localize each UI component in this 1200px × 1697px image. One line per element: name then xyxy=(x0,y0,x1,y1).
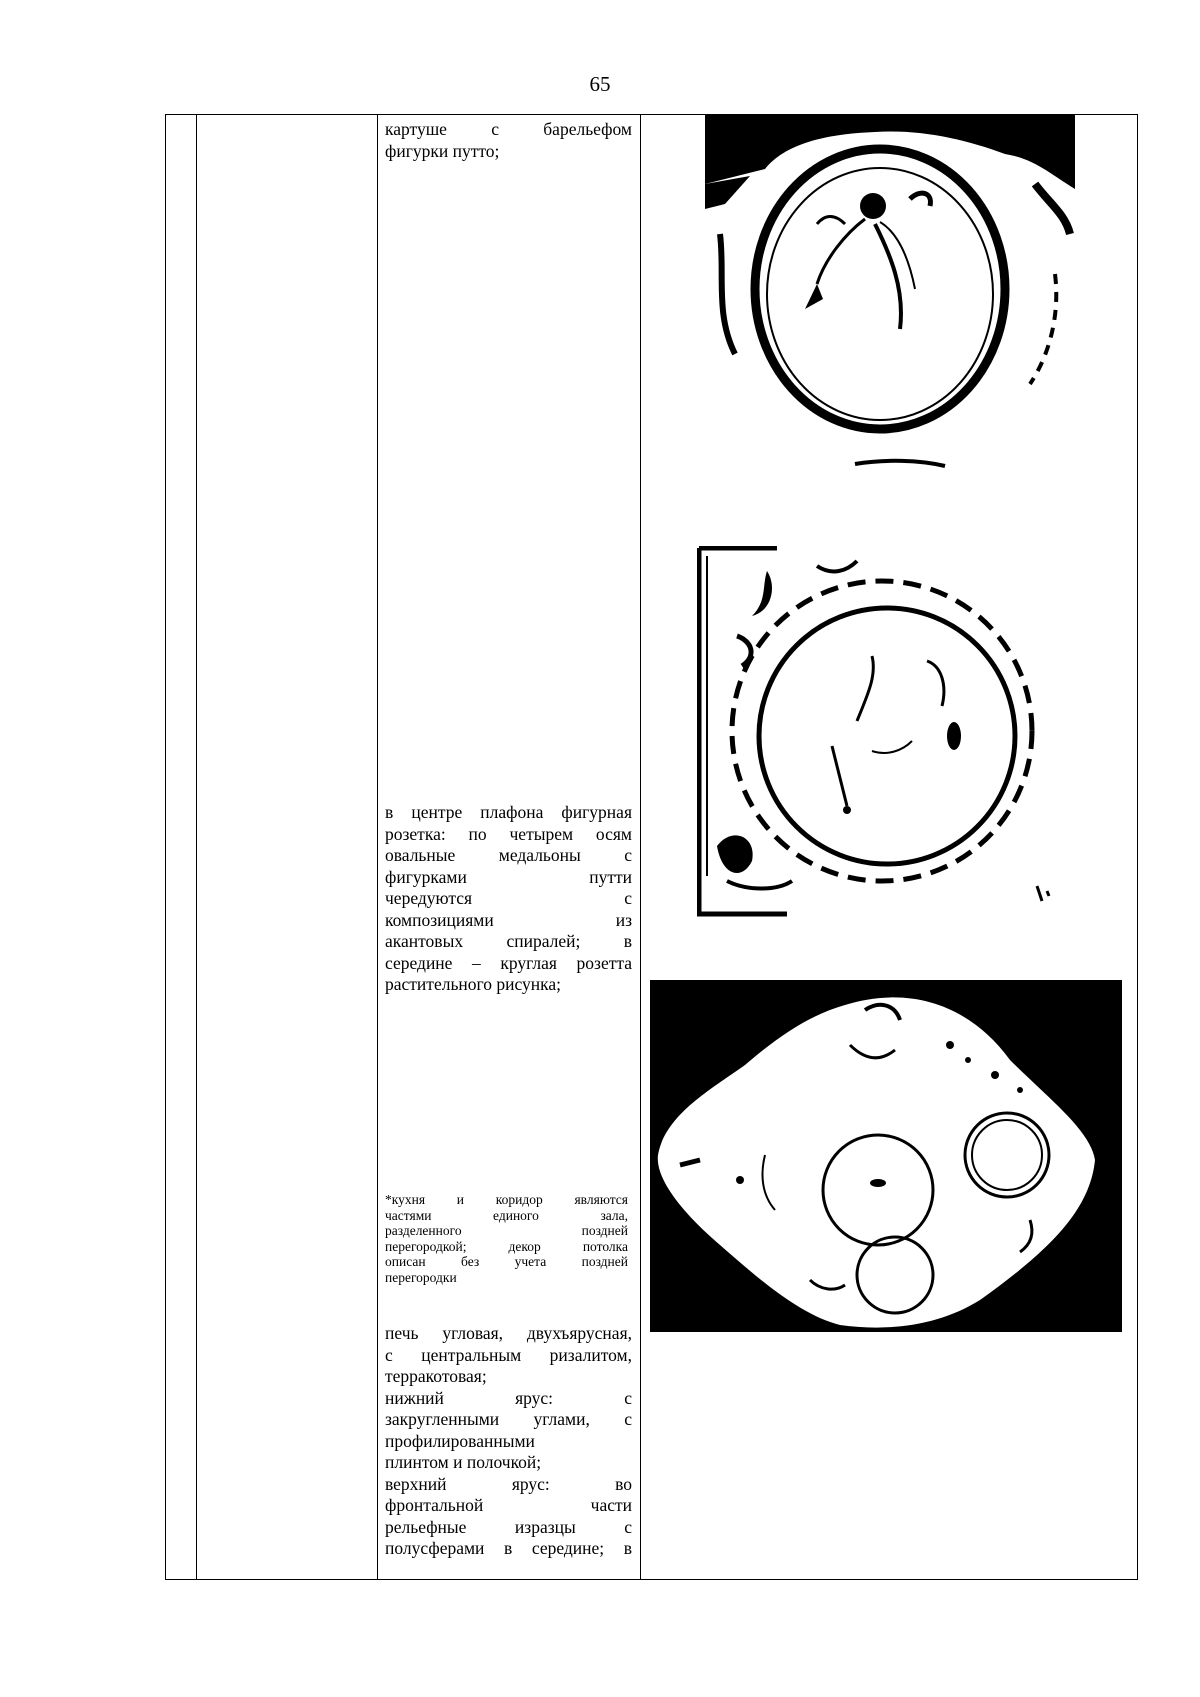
text-line: верхний ярус: во xyxy=(385,1473,632,1494)
text-line: закругленными углами, с xyxy=(385,1409,632,1429)
text-line: перегородки xyxy=(385,1269,457,1285)
text-line: розетка: по четырем осям xyxy=(385,823,632,844)
footnote-kitchen-corridor xyxy=(385,1192,628,1286)
text-line: фронтальной части xyxy=(385,1495,632,1515)
text-line: акантовых спиралей; в xyxy=(385,931,632,951)
text-line: терракотовая; xyxy=(385,1366,487,1386)
text-line: фигурки путто; xyxy=(385,140,500,161)
ceiling-rosette-photo xyxy=(650,980,1122,1337)
oval-medallion-putto-photo xyxy=(705,114,1075,479)
text-line: описан без учета поздней xyxy=(385,1254,628,1270)
text-line: *кухня и коридор являются xyxy=(385,1192,628,1207)
text-line: нижний ярус: с xyxy=(385,1387,632,1408)
text-line: профилированными xyxy=(385,1430,535,1451)
text-line: перегородкой; декор потолка xyxy=(385,1238,628,1254)
text-line: середине – круглая розетта xyxy=(385,952,632,973)
page-number: 65 xyxy=(589,72,611,96)
text-line: плинтом и полочкой; xyxy=(385,1452,542,1472)
text-line: фигурками путти xyxy=(385,866,632,887)
stove-description xyxy=(385,1323,632,1560)
text-line: разделенного поздней xyxy=(385,1223,628,1239)
cartouche-description xyxy=(385,119,632,162)
text-line: рельефные изразцы с xyxy=(385,1516,632,1537)
text-line: в центре плафона фигурная xyxy=(385,802,632,822)
text-line: полусферами в середине; в xyxy=(385,1538,632,1558)
text-line: частями единого зала, xyxy=(385,1207,628,1223)
column-divider-1 xyxy=(196,114,197,1580)
rosette-description xyxy=(385,802,632,996)
text-line: растительного рисунка; xyxy=(385,974,562,994)
text-line: с центральным ризалитом, xyxy=(385,1344,632,1365)
column-divider-3 xyxy=(640,114,641,1580)
text-line: печь угловая, двухъярусная, xyxy=(385,1323,632,1343)
round-medallion-photo xyxy=(697,546,1059,923)
text-line: картуше с барельефом xyxy=(385,119,632,139)
text-line: композициями из xyxy=(385,909,632,930)
text-line: овальные медальоны с xyxy=(385,845,632,865)
text-line: чередуются с xyxy=(385,888,632,908)
column-divider-2 xyxy=(377,114,378,1580)
